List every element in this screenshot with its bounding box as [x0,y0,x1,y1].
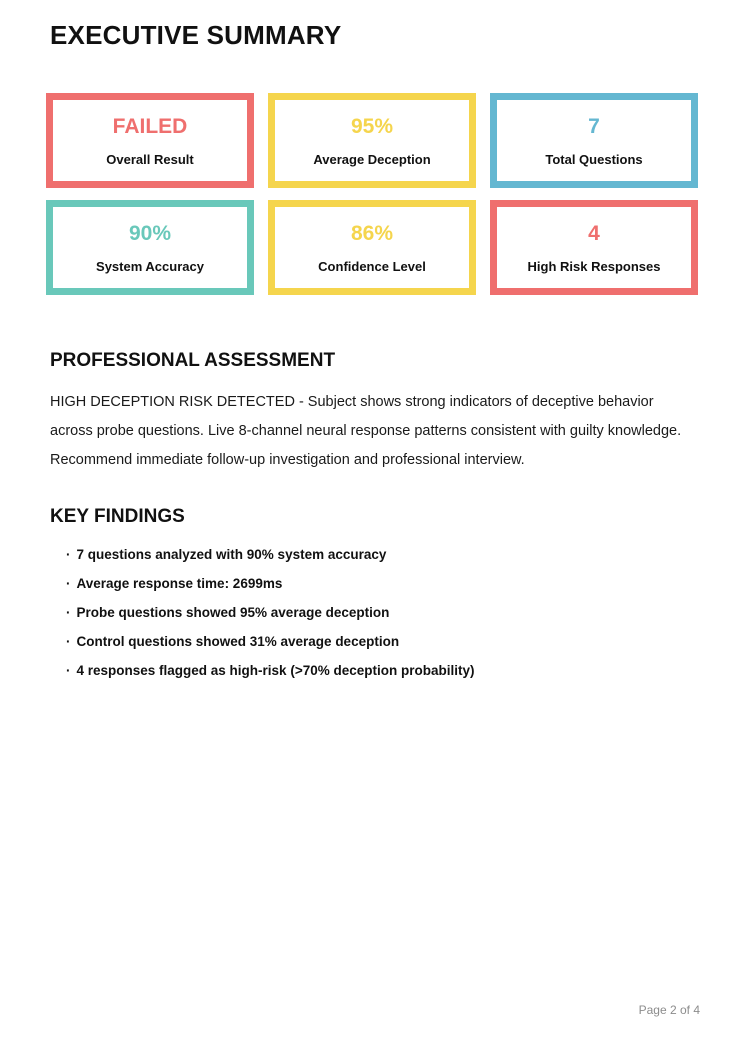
findings-list [66,547,698,679]
stat-value: 90% [128,221,172,245]
assessment-heading: PROFESSIONAL ASSESSMENT [50,350,336,371]
bullet-icon: · [66,547,71,562]
page-title: EXECUTIVE SUMMARY [50,20,342,50]
finding-item [66,576,698,592]
stat-card-overall-result [46,93,254,188]
stat-value: 4 [588,221,600,245]
stat-value: 95% [350,114,394,138]
bullet-icon: · [66,576,71,591]
stat-label: Total Questions [545,151,643,167]
stat-value: 7 [588,114,600,138]
bullet-icon: · [66,663,71,678]
assessment-section [0,350,743,475]
stat-card-total-questions [490,93,698,188]
stat-label: Confidence Level [318,258,426,274]
stat-value: FAILED [112,114,188,138]
bullet-icon: · [66,605,71,620]
finding-item [66,547,698,563]
stat-card-high-risk-responses [490,200,698,295]
stat-card-average-deception [268,93,476,188]
finding-text: 7 questions analyzed with 90% system accuracy [76,547,387,562]
finding-text: Average response time: 2699ms [76,576,283,591]
finding-item [66,634,698,650]
stat-label: Overall Result [106,151,194,167]
stat-cards-grid [46,93,698,295]
stat-card-system-accuracy [46,200,254,295]
finding-text: 4 responses flagged as high-risk (>70% deception probability) [76,663,475,678]
findings-section [0,506,743,679]
finding-item [66,605,698,621]
findings-heading: KEY FINDINGS [50,506,185,527]
stat-label: System Accuracy [96,258,204,274]
assessment-paragraph: HIGH DECEPTION RISK DETECTED - Subject shows strong indicators of deceptive behavior across probe questions. Live 8-channel neural response patterns consistent with guilty knowledge. Recommend immediate follow-up investigation and professional interview. [50,394,682,468]
finding-text: Probe questions showed 95% average deception [76,605,390,620]
stat-label: High Risk Responses [527,258,661,274]
page-number: Page 2 of 4 [638,1003,700,1017]
stat-card-confidence-level [268,200,476,295]
stat-label: Average Deception [313,151,431,167]
bullet-icon: · [66,634,71,649]
stat-value: 86% [350,221,394,245]
finding-text: Control questions showed 31% average deception [76,634,400,649]
finding-item [66,663,698,679]
